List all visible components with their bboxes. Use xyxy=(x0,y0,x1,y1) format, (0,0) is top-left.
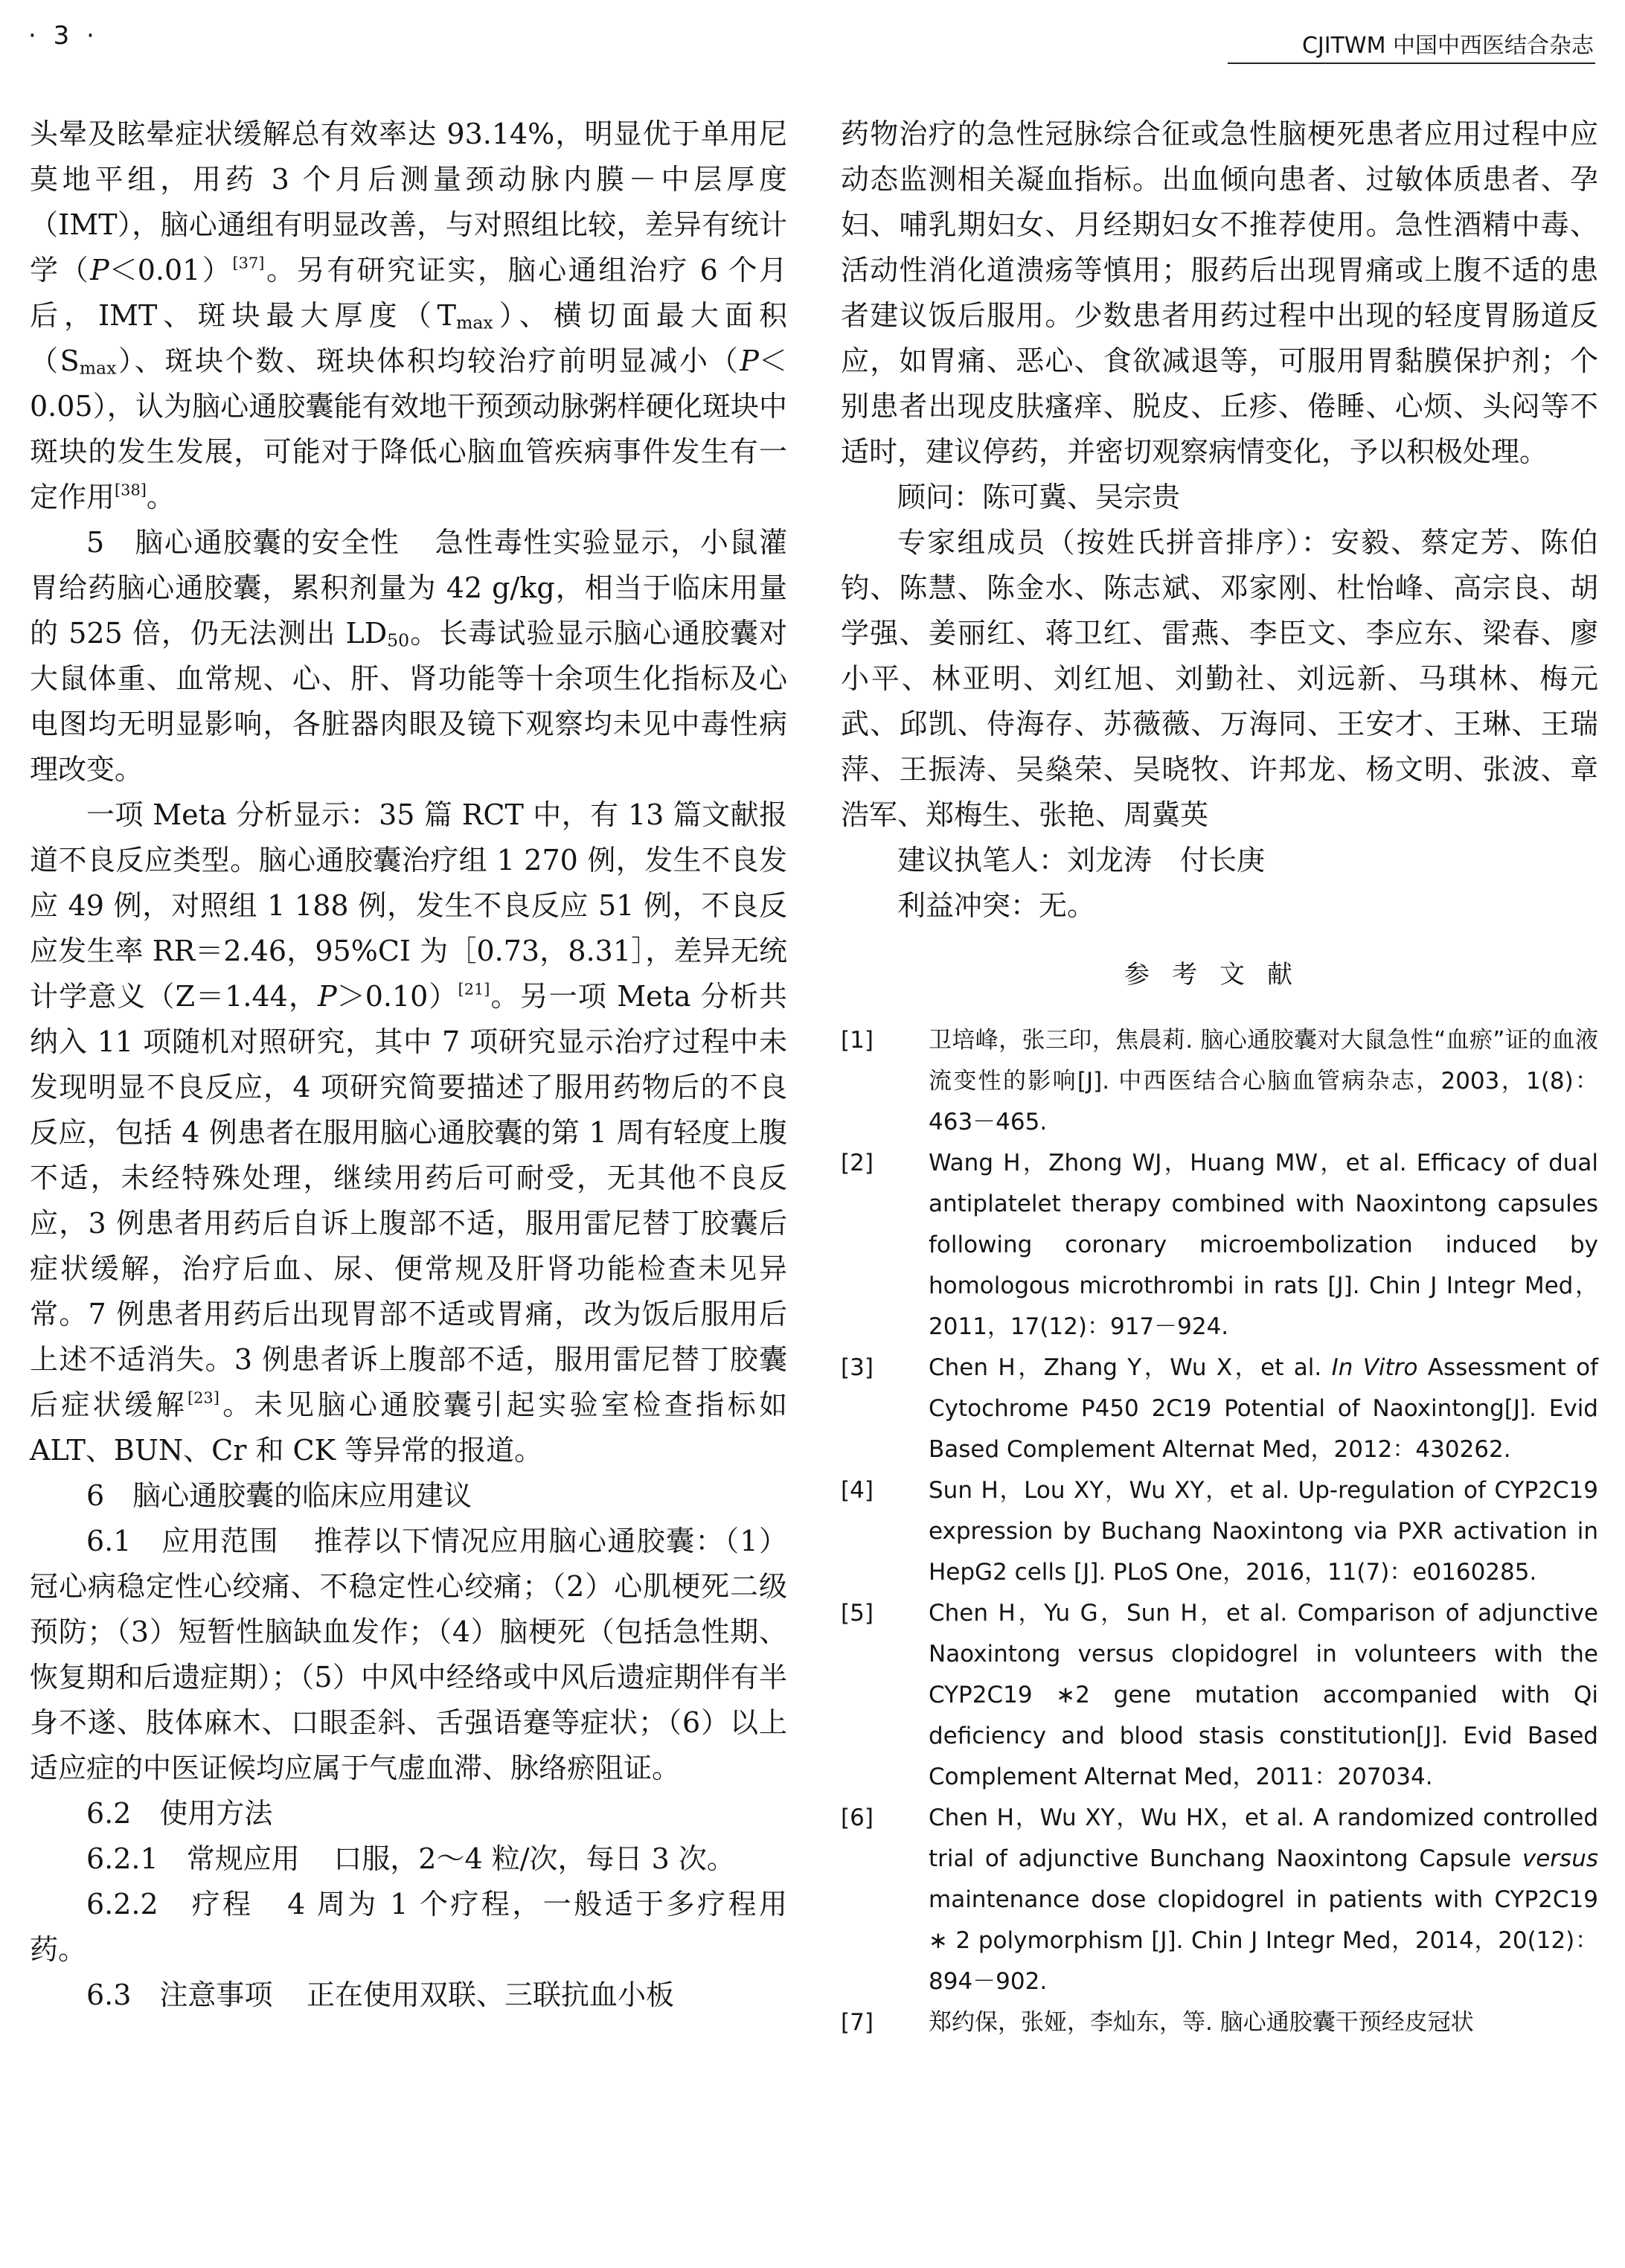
header-rule xyxy=(1228,63,1595,64)
section-5-paragraph: 5 脑心通胶囊的安全性 急性毒性实验显示，小鼠灌胃给药脑心通胶囊，累积剂量为 42 g/kg，相当于临床用量的 525 倍，仍无法测出 $LD_{50}$。长毒试验显示脑心通胶囊对大鼠体重、血常规、心、肝、肾功能等十余项生化指标及心电图均无明显影响，各脏器肉眼及镜下观察均未见中毒性病理改变。 xyxy=(30,526,787,786)
paragraph-precautions: 药物治疗的急性冠脉综合征或急性脑梗死患者应用过程中应动态监测相关凝血指标。出血倾向患者、过敏体质患者、孕妇、哺乳期妇女、月经期妇女不推荐使用。急性酒精中毒、活动性消化道溃疡等慎用；服药后出现胃痛或上腹不适的患者建议饭后服用。少数患者用药过程中出现的轻度胃肠道反应，如胃痛、恶心、食欲减退等，可服用胃黏膜保护剂；个别患者出现皮肤瘙痒、脱皮、丘疹、倦睡、心烦、头闷等不适时，建议停药，并密切观察病情变化，予以积极处理。 xyxy=(841,118,1598,468)
conflict-of-interest: 利益冲突：无。 xyxy=(897,889,1096,922)
page-number: · 3 · xyxy=(28,21,99,51)
section-6-3-heading: 6.3 注意事项 xyxy=(86,1979,273,2011)
reference-item: [7] 郑约保，张娅，李灿东，等. 脑心通胶囊干预经皮冠状 xyxy=(841,2009,1474,2036)
writers: 建议执笔人：刘龙涛 付长庚 xyxy=(897,844,1266,877)
reference-item: [1] 卫培峰，张三印，焦晨莉. 脑心通胶囊对大鼠急性“血瘀”证的血液流变性的影响[J]. 中西医结合心脑血管病杂志，2003，1(8)：463－465. xyxy=(841,1027,1598,1135)
paragraph-efficacy: 头晕及眩晕症状缓解总有效率达 93.14%，明显优于单用尼莫地平组，用药 3 个月后测量颈动脉内膜－中层厚度（IMT），脑心通组有明显改善，与对照组比较，差异有统计学（P＜0.01）[37]。另有研究证实，脑心通组治疗 6 个月后，IMT、斑块最大厚度$(T_{max})$、横切面最大面积$(S_{max})$、斑块个数、斑块体积均较治疗前明显减小（P＜0.05），认为脑心通胶囊能有效地干预颈动脉粥样硬化斑块中斑块的发生发展，可能对于降低心脑血管疾病事件发生有一定作用[38]。 xyxy=(30,118,787,513)
advisors: 顾问：陈可冀、吴宗贵 xyxy=(897,481,1181,513)
references-heading: 参考文献 xyxy=(1124,960,1315,990)
section-6-2-2-paragraph: 6.2.2 疗程 4 周为 1 个疗程，一般适于多疗程用药。 xyxy=(30,1888,787,1966)
right-column xyxy=(841,112,1598,2043)
section-6-3-paragraph: 6.3 注意事项 正在使用双联、三联抗血小板 xyxy=(86,1979,675,2011)
citation[interactable]: [23] xyxy=(187,1388,219,1407)
section-6-2-1-paragraph: 6.2.1 常规应用 口服，2～4 粒/次，每日 3 次。 xyxy=(86,1842,735,1875)
section-5-heading: 5 脑心通胶囊的安全性 xyxy=(86,526,400,559)
reference-item: [2] Wang H，Zhong WJ，Huang MW，et al. Efficacy of dual antiplatelet therapy combined with Naoxintong capsules following coronary microembolization induced by homologous microthrombi in rats [J]. Chin J Integr Med，2011，17(12)：917－924. xyxy=(841,1150,1598,1340)
section-6-2-1-heading: 6.2.1 常规应用 xyxy=(86,1842,300,1875)
section-6-1-heading: 6.1 应用范围 xyxy=(86,1525,279,1557)
section-6-2-2-heading: 6.2.2 疗程 xyxy=(86,1888,254,1921)
reference-item: [6] Chen H，Wu XY，Wu HX，et al. A randomized controlled trial of adjunctive Bunchang Naoxintong Capsule versus maintenance dose clopidogrel in patients with CYP2C19 ∗ 2 polymorphism [J]. Chin J Integr Med，2014，20(12)：894－902. xyxy=(841,1804,1598,1995)
paragraph-meta-analysis: 一项 Meta 分析显示：35 篇 RCT 中，有 13 篇文献报道不良反应类型。脑心通胶囊治疗组 1 270 例，发生不良发应 49 例，对照组 1 188 例，发生不良反应 51 例，不良反应发生率 RR＝2.46，95%CI 为［0.73，8.31］，差异无统计学意义（Z＝1.44，P＞0.10）[21]。另一项 Meta 分析共纳入 11 项随机对照研究，其中 7 项研究显示治疗过程中未发现明显不良反应，4 项研究简要描述了服用药物后的不良反应，包括 4 例患者在服用脑心通胶囊的第 1 周有轻度上腹不适，未经特殊处理，继续用药后可耐受，无其他不良反应，3 例患者用药后自诉上腹部不适，服用雷尼替丁胶囊后症状缓解，治疗后血、尿、便常规及肝肾功能检查未见异常。7 例患者用药后出现胃部不适或胃痛，改为饭后服用后上述不适消失。3 例患者诉上腹部不适，服用雷尼替丁胶囊后症状缓解[23]。未见脑心通胶囊引起实验室检查指标如 ALT、BUN、Cr 和 CK 等异常的报道。 xyxy=(30,798,788,1467)
section-6-1-paragraph: 6.1 应用范围 推荐以下情况应用脑心通胶囊：（1）冠心病稳定性心绞痛、不稳定性心绞痛；（2）心肌梗死二级预防；（3）短暂性脑缺血发作；（4）脑梗死（包括急性期、恢复期和后遗症期）；（5）中风中经络或中风后遗症期伴有半身不遂、肢体麻木、口眼歪斜、舌强语蹇等症状；（6）以上适应症的中医证候均应属于气虚血滞、脉络瘀阻证。 xyxy=(30,1525,788,1784)
citation[interactable]: [21] xyxy=(458,980,490,999)
expert-group: 专家组成员（按姓氏拼音排序）：安毅、蔡定芳、陈伯钧、陈慧、陈金水、陈志斌、邓家刚、杜怡峰、高宗良、胡学强、姜丽红、蒋卫红、雷燕、李臣文、李应东、梁春、廖小平、林亚明、刘红旭、刘勤社、刘远新、马琪林、梅元武、邱凯、侍海存、苏薇薇、万海同、王安才、王琳、王瑞萍、王振涛、吴燊荣、吴晓牧、许邦龙、杨文明、张波、章浩军、郑梅生、张艳、周冀英 xyxy=(841,526,1598,831)
reference-list xyxy=(841,1020,1598,2043)
citation[interactable]: [37] xyxy=(232,254,265,272)
citation[interactable]: [38] xyxy=(115,481,147,499)
section-6-heading: 6 脑心通胶囊的临床应用建议 xyxy=(86,1479,472,1512)
reference-item: [4] Sun H，Lou XY，Wu XY，et al. Up-regulation of CYP2C19 expression by Buchang Naoxintong via PXR activation in HepG2 cells [J]. PLoS One，2016，11(7)：e0160285. xyxy=(841,1477,1598,1586)
left-column xyxy=(30,112,787,2018)
journal-name: CJITWM 中国中西医结合杂志 xyxy=(1301,33,1594,59)
section-6-2-heading: 6.2 使用方法 xyxy=(86,1797,273,1830)
reference-item: [3] Chen H，Zhang Y，Wu X，et al. In Vitro Assessment of Cytochrome P450 2C19 Potential of Naoxintong[J]. Evid Based Complement Alternat Med，2012：430262. xyxy=(841,1354,1599,1463)
reference-item: [5] Chen H，Yu G，Sun H，et al. Comparison of adjunctive Naoxintong versus clopidogrel in volunteers with the CYP2C19 ∗2 gene mutation accompanied with Qi deficiency and blood stasis constitution[J]. Evid Based Complement Alternat Med，2011：207034. xyxy=(841,1600,1598,1790)
